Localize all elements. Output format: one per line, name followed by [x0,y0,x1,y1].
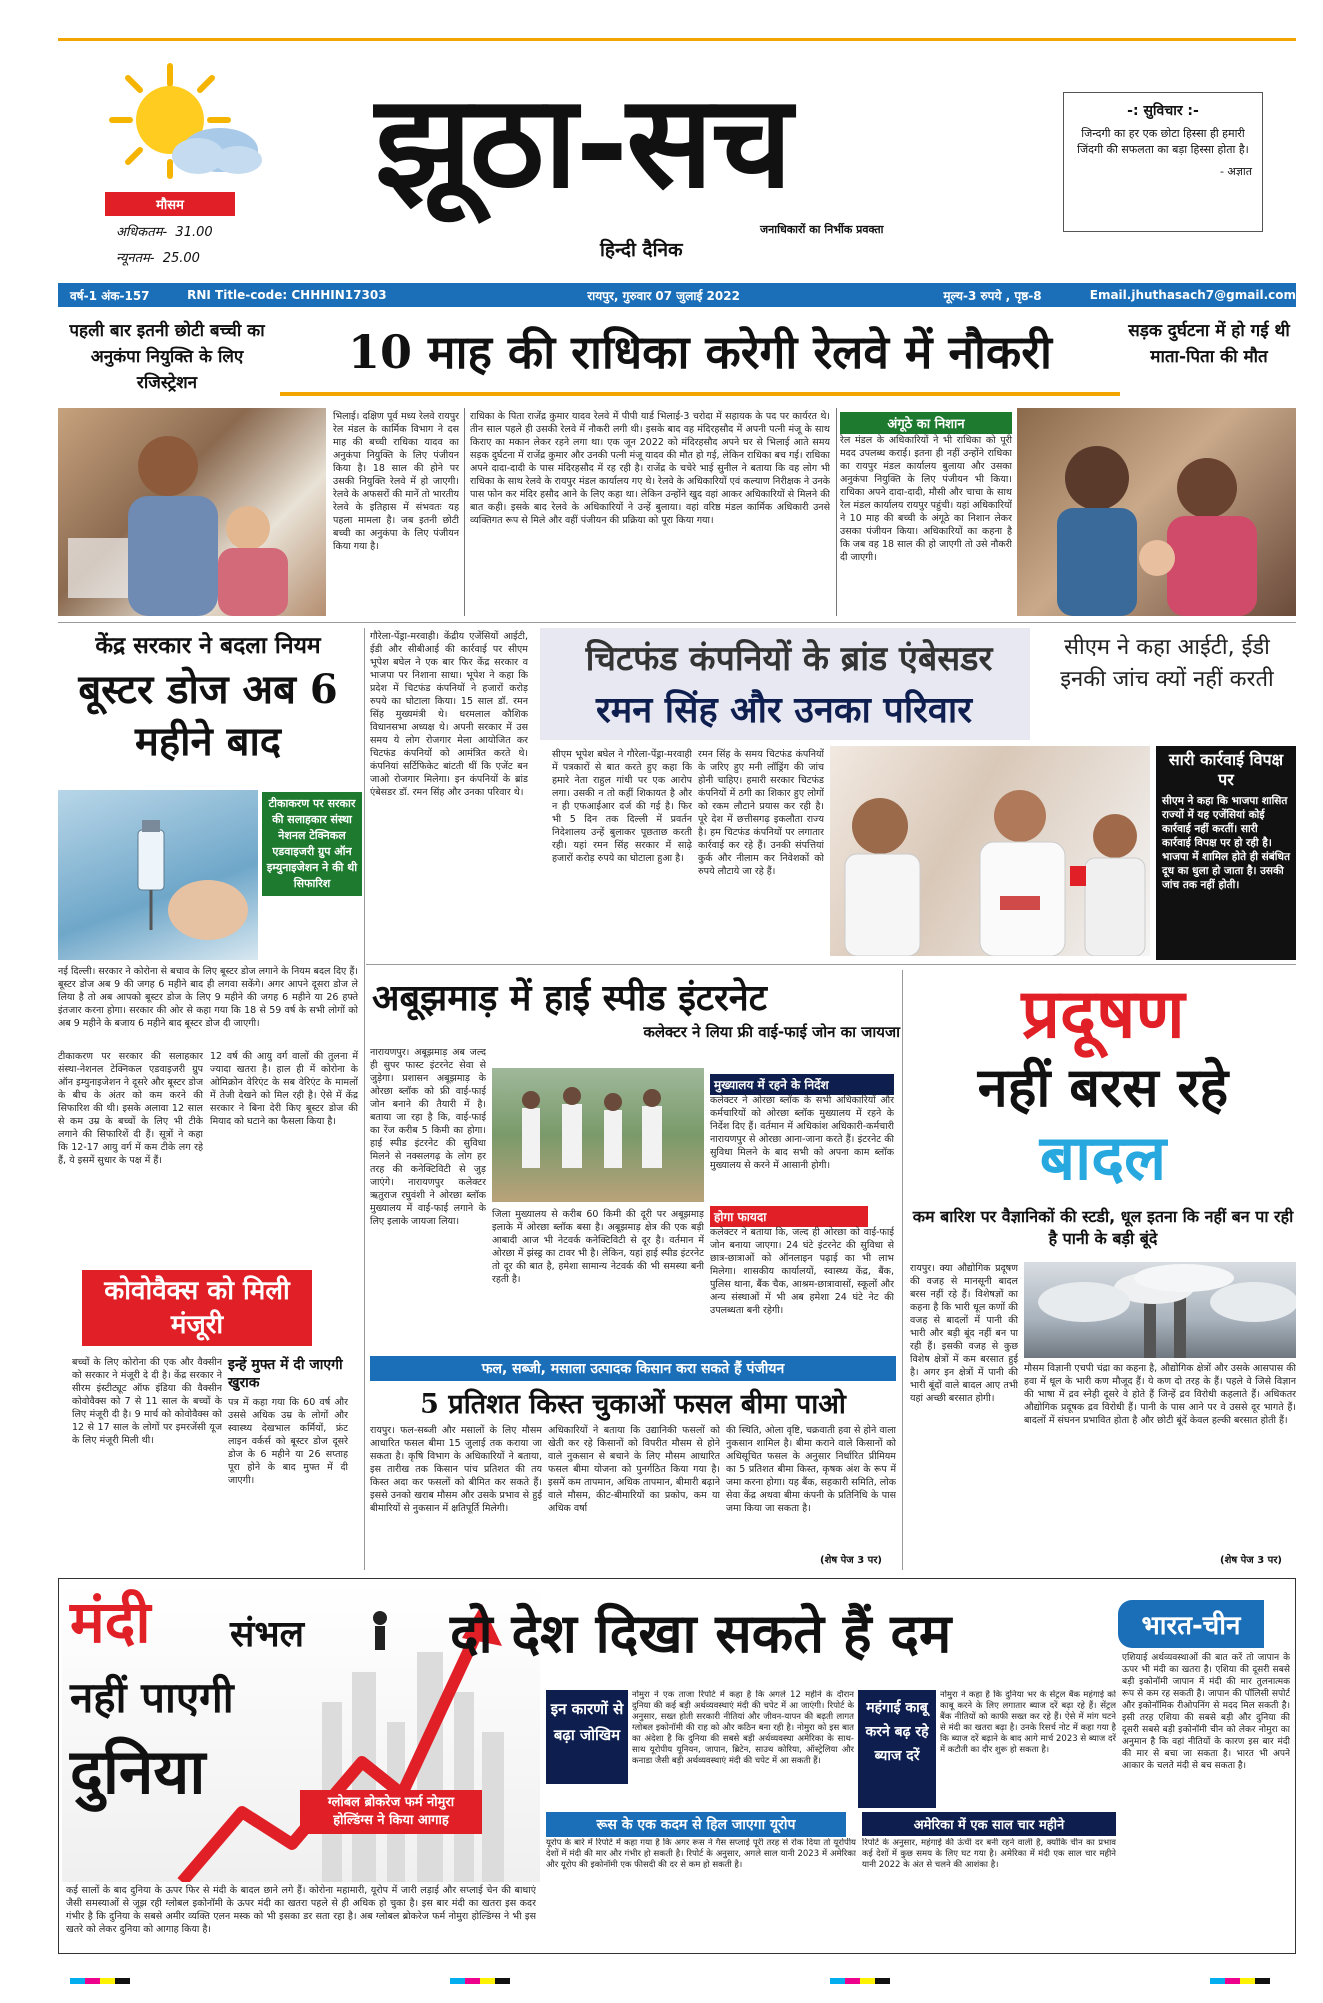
recession-text: कई सालों के बाद दुनिया के ऊपर फिर से मंदी के बादल छाने लगे हैं। कोरोना महामारी, यूरोप में जारी लड़ाई और सप्लाई चेन की बाधाएं जैसी समस्याओं से जूझ रही ग्लोबल इकोनॉमी के ऊपर मंदी का खतरा पहले से ही अधिक हो चुका है। इस बार मंदी का खतरा इस कदर गंभीर है कि दुनिया के सबसे अमीर व्यक्ति एलन मस्क को भी इसका डर सता रहा है। अब ग्लोबल ब्रोकरेज फर्म नोमुरा होल्डिंग्स ने भी इस खतरे को लेकर दुनिया को आगाह किया है। [66,1885,536,1935]
crop-continued: (शेष पेज 3 पर) [820,1555,882,1566]
rni-code: RNI Title-code: CHHHIN17303 [187,288,387,302]
chitfund-callout [1156,746,1296,960]
lead-photo-right [1017,408,1296,616]
lead-headline: 10 माह की राधिका करेगी रेलवे में नौकरी [348,325,1052,379]
pollution-headline2: नहीं बरस रहे [977,1055,1229,1119]
chitfund-headline2: रमन सिंह और उनका परिवार [596,689,972,731]
email: Email.jhuthasach7@gmail.com [1089,288,1296,302]
crop-banner: फल, सब्जी, मसाला उत्पादक किसान करा सकते हैं पंजीयन [370,1356,896,1381]
thought-author: - अज्ञात [1219,165,1252,178]
abujhmad-photo [492,1068,704,1202]
recession-headline3: नहीं पाएगी [70,1673,234,1722]
recession-headline-big: दो देश दिखा सकते हैं दम [450,1601,952,1665]
abujhmad-box2-text: कलेक्टर ने बताया कि, जल्द ही ओरछा को वाई-फाई जोन बनाया जाएगा। 24 घंटे इंटरनेट की सुविधा से छात्र-छात्राओं को ऑनलाइन पढ़ाई का भी लाभ मिलेगा। शासकीय कार्यालयों, स्वास्थ्य केंद्र, बैंक, पुलिस थाना, बैंक चैक, आश्रम-छात्रावासों, स्कूलों और अन्य संस्थाओं में भी अब हमेशा 24 घंटे नेट की उपलब्धता बनी रहेगी। [710,1227,894,1316]
booster-callout: टीकाकरण पर सरकार की सलाहकार संस्था नेशनल टेक्निकल एडवाइजरी ग्रुप ऑन इम्युनाइजेशन ने की थी सिफारिश [262,792,362,896]
recession-graphic-label: ग्लोबल ब्रोकरेज फर्म नोमुरा होल्डिंग्स ने किया आगाह [300,1790,482,1834]
lead-col1: भिलाई। दक्षिण पूर्व मध्य रेलवे रायपुर रेल मंडल के कार्मिक विभाग ने दस माह की बच्ची राधिका यादव का अनुकंपा नियुक्ति के लिए पंजीयन किया है। 18 साल की होने पर उसकी नियुक्ति रेलवे में हो जाएगी। रेलवे के अफसरों की मानें तो भारतीय रेलवे के इतिहास में संभवतः यह पहला मामला है। जब इतनी छोटी बच्ची का अनुकंपा के लिए पंजीयन किया गया है। [333,411,459,552]
weather-min: न्यूनतम- 25.00 [116,251,200,266]
info-bar [58,283,1296,307]
chitfund-col2: सीएम भूपेश बघेल ने गौरेला-पेंड्रा-मरवाही में पत्रकारों से बात करते हुए कहा कि हमारे नेता राहुल गांधी पर एक आरोप लगा। उसकी न तो कहीं शिकायत है और न ही एफआईआर दर्ज की गई है। फिर भी 5 दिन तक दिल्ली में प्रवर्तन निदेशालय उन्हें बुलाकर पूछताछ करती रही। यहां रमन सिंह सरकार में साढ़े हजारों करोड़ रुपये का घोटाला हुआ है। [552,749,692,864]
price: मूल्य-3 रुपये , पृष्ठ-8 [943,288,1042,303]
lead-headline-underline [280,392,1120,396]
inflation-box: महंगाई काबू करने बढ़ रहे ब्याज दरें [858,1690,936,1808]
abujhmad-box1-text: कलेक्टर ने ओरछा ब्लॉक के सभी अधिकारियों और कर्मचारियों को ओरछा ब्लॉक मुख्यालय में रहने के निर्देश दिए हैं। वर्तमान में अधिकांश अधिकारी-कर्मचारी नारायणपुर से ओरछा आना-जाना करते हैं। इंटरनेट की सुविधा मिलने के बाद सभी को अपना काम ब्लॉक मुख्यालय से करने में आसानी होगी। [710,1095,894,1171]
issue-date: रायपुर, गुरुवार 07 जुलाई 2022 [587,288,740,303]
recession-headline1: मंदी [70,1588,151,1656]
abujhmad-box2-title: होगा फायदा [710,1206,868,1227]
lead-kicker-right: सड़क दुर्घटना में हो गई थी माता-पिता की मौत [1128,321,1290,367]
booster-text3: 12 वर्ष की आयु वर्ग वालों की तुलना में ज्यादा खतरा है। हाल ही में कोरोना के ओमिक्रोन वेरिएंट के सब वेरिएंट के मामलों में तेजी देखने को मिल रही है। ऐसे में केंद्र सरकार ने बिना देरी किए बूस्टर डोज की मियाद को घटाने का फैसला किया है। [210,1051,358,1127]
chitfund-photo [830,746,1150,956]
covovax-text1: बच्चों के लिए कोरोना की एक और वैक्सीन को सरकार ने मंजूरी दे दी है। केंद्र सरकार ने सीरम इंस्टीट्यूट ऑफ इंडिया की वैक्सीन कोवोवैक्स को 7 से 11 साल के बच्चों के लिए मंजूरी दी है। 9 मार्च को कोवोवैक्स को 12 से 17 साल के लोगों पर इमरजेंसी यूज के लिए मंजूरी मिली थी। [72,1357,222,1446]
thought-box [1063,92,1263,232]
recession-tag: भारत-चीन [1118,1600,1264,1648]
booster-text2: टीकाकरण पर सरकार की सलाहकार संस्था-नेशनल टेक्निकल एडवाइजरी ग्रुप ऑन इम्युनाइजेशन ने दूसरे और बूस्टर डोज के बीच के अंतर को कम करने की सिफारिश की थी। इसके अलावा 12 साल से कम उम्र के बच्चों के लिए भी टीके लगाने की सिफारिशें दी हैं। सूत्रों ने कहा कि 12-17 आयु वर्ग में कम टीके लग रहे हैं, ये इसमें सुधार के पक्ष में हैं। [58,1051,203,1166]
weather-label: मौसम [105,192,235,216]
masthead-subtitle: हिन्दी दैनिक [600,239,683,261]
print-color-bar [70,1978,1270,1988]
pollution-headline1: प्रदूषण [1021,974,1185,1054]
covovax-subhead: इन्हें मुफ्त में दी जाएगी खुराक [228,1357,343,1391]
lead-col2: राधिका के पिता राजेंद्र कुमार यादव रेलवे में पीपी यार्ड भिलाई-3 चरोदा में सहायक के पद पर कार्यरत थे। तीन साल पहले ही उसकी रेलवे में नौकरी लगी थी। इसके बाद वह मंदिरहसौद में अपनी पत्नी मंजू के साथ किराए का मकान लेकर रहने लगा था। एक जून 2022 को मंदिरहसौद अपने घर से भिलाई आते समय सड़क दुर्घटना में राजेंद्र कुमार और उनकी पत्नी मंजू यादव की मौत हो गई, लेकिन राधिका बच गई। राधिका अपने दादा-दादी के पास मंदिरहसौद में रह रही है। राजेंद्र के चचेरे भाई सुनील ने बताया कि वह लोग भी राधिका के साथ रेलवे के रायपुर मंडल कार्यालय गए थे। रेलवे के अधिकारियों एवं कल्याण निरीक्षक ने उनके पास फोन कर मंदिर हसौद आने के लिए कहा था। लेकिन उन्होंने खुद वहां आकर अधिकारियों से मिलने की बात कही। इसके बाद रेलवे के अधिकारियों ने उन्हें बुलाया। वहां वरिष्ठ मंडल कार्मिक अधिकारी उनसे व्यक्तिगत रूप से मिले और वहीं पंजीयन की प्रक्रिया को पूरा किया गया। [470,411,830,526]
chitfund-headline1: चिटफंड कंपनियों के ब्रांड एंबेसडर [585,639,993,679]
usa-text: रिपोर्ट के अनुसार, महंगाई की ऊंची दर बनी रहने वाली है, क्योंकि चीन का प्रभाव कई देशों में कुछ समय के लिए घट गया है। अमेरिका में मंदी एक साल चार महीने यानी 2022 के अंत से चलने की आशंका है। [862,1838,1116,1870]
crop-col3: की स्थिति, ओला वृष्टि, चक्रवाती हवा से होने वाला नुकसान शामिल है। बीमा कराने वाले किसानों को अधिसूचित फसल के अनुसार निर्धारित प्रीमियम का 5 प्रतिशत बीमा किस्त, कृषक अंश के रूप में जमा करना होगा। यह बैंक, सहकारी समिति, लोक सेवा केंद्र अथवा बीमा कंपनी के प्रतिनिधि के पास जमा किया जा सकता है। [726,1425,896,1514]
lead-photo-left [58,408,326,616]
chitfund-col1: गौरेला-पेंड्रा-मरवाही। केंद्रीय एजेंसियों आईटी, ईडी और सीबीआई की कार्रवाई पर सीएम भूपेश बघेल ने एक बार फिर केंद्र सरकार व भाजपा पर निशाना साधा। भूपेश ने कहा कि प्रदेश में चिटफंड कंपनियों ने हजारों करोड़ रुपये का घोटाला किया। 15 साल डॉ. रमन सिंह मुख्यमंत्री थे। धरमलाल कौशिक विधानसभा अध्यक्ष थे। अपनी सरकार में उस समय ये लोग रोजगार मेला आयोजित कर चिटफंड कंपनियों को आमंत्रित करते थे। कंपनियां सर्टिफिकेट बांटती थीं कि एजेंट बन जाओ रोजगार मिलेगा। इन कंपनियों के ब्रांड एंबेसडर डॉ. रमन सिंह और उनका परिवार थे। [370,631,528,798]
recession-col1: नोमुरा ने एक ताजा रिपोर्ट में कहा है कि अगले 12 महीने के दौरान दुनिया की कई बड़ी अर्थव्यवस्थाएं मंदी की चपेट में आ जाएंगी। रिपोर्ट के अनुसार, सख्त होती सरकारी नीतियां और जीवन-यापन की बढ़ती लागत ग्लोबल इकोनॉमी की राह को और कठिन बना रही है। नोमुरा को इस बात का अंदेशा है कि दुनिया की सबसे बड़ी अर्थव्यवस्था अमेरिका के साथ-साथ यूरोपीय यूनियन, जापान, ब्रिटेन, साउथ कोरिया, ऑस्ट्रेलिया और कनाडा जैसी बड़ी अर्थव्यवस्थाएं मंदी की चपेट में आ सकती हैं। [632,1690,854,1766]
abujhmad-col1: नारायणपुर। अबूझमाड़ अब जल्द ही सुपर फास्ट इंटरनेट सेवा से जुड़ेगा। प्रशासन अबूझमाड़ के ओरछा ब्लॉक को फ्री वाई-फाई जोन बनाने की तैयारी में है। बताया जा रहा है कि, वाई-फाई का रेंज करीब 5 किमी का होगा। हाई स्पीड इंटरनेट की सुविधा मिलने से नक्सलगढ़ के लोग हर तरह की कनेक्टिविटी से जुड़ जाएंगे। नारायणपुर कलेक्टर ऋतुराज रघुवंशी ने ओरछा ब्लॉक मुख्यालय में वाई-फाई लगाने के लिए इलाके जायजा लिया। [370,1047,486,1227]
crop-col1: रायपुर। फल-सब्जी और मसालों के लिए मौसम आधारित फसल बीमा 15 जुलाई तक कराया जा सकता है। कृषि विभाग के अधिकारियों ने बताया, इस तारीख तक किसान पांच प्रतिशत की तय किस्त अदा कर फसलों को बीमित कर सकते हैं। इससे उनको खराब मौसम और उसके प्रभाव से हुई बीमारियों से नुकसान में क्षतिपूर्ति मिलेगी। [370,1425,542,1514]
recession-headline2: संभल [230,1613,305,1655]
covovax-text2: पत्र में कहा गया कि 60 वर्ष और उससे अधिक उम्र के लोगों और स्वास्थ्य देखभाल कर्मियों, फ्रंट लाइन वर्कर्स को बूस्टर डोज दूसरे डोज के 6 महीने या 26 सप्ताह पूरा होने के बाद मुफ्त में दी जाएगी। [228,1397,348,1486]
recession-col3: एशियाई अर्थव्यवस्थाओं की बात करें तो जापान के ऊपर भी मंदी का खतरा है। एशिया की दूसरी सबसे बड़ी इकोनॉमी जापान में मंदी की मार तुलनात्मक रूप से कम रह सकती है। जापान की पॉलिसी सपोर्ट और इकोनॉमिक रीओपनिंग से मदद मिल सकती है। इसी तरह एशिया की सबसे बड़ी और दुनिया की दूसरी सबसे बड़ी इकोनॉमी चीन को लेकर नोमुरा का अनुमान है कि वहां नीतियों के कारण इस बार मंदी की मार से बचा जा सकता है। भारत भी अपने आकार के चलते मंदी से बच सकता है। [1122,1653,1290,1771]
thought-text: जिन्दगी का हर एक छोटा हिस्सा ही हमारी जिंदगी की सफलता का बड़ा हिस्सा होता है। [1077,127,1249,156]
pollution-photo [1024,1262,1296,1358]
thought-title: -: सुविचार :- [1127,103,1199,119]
pollution-subhead: कम बारिश पर वैज्ञानिकों की स्टडी, धूल इतना कि नहीं बन पा रही है पानी के बड़ी बूंदे [912,1207,1294,1248]
weather-box [100,58,270,273]
crop-headline: 5 प्रतिशत किस्त चुकाओं फसल बीमा पाओ [420,1389,846,1420]
covovax-headline: कोवोवैक्स को मिली मंजूरी [82,1270,312,1346]
chitfund-callout-text: सीएम ने कहा कि भाजपा शासित राज्यों में यह एजेंसियां कोई कार्रवाई नहीं करतीं। सारी कार्रवाई विपक्ष पर हो रही है। भाजपा में शामिल होते ही संबंधित दूध का धुला हो जाता है। उसकी जांच तक नहीं होती। [1162,795,1290,891]
reason-box: इन कारणों से बढ़ा जोखिम [546,1690,628,1784]
europe-text: यूरोप के बारे में रिपोर्ट में कहा गया है कि अगर रूस ने गैस सप्लाई पूरी तरह से रोक दिया तो यूरोपीय देशों में मंदी की मार और गंभीर हो सकती है। रिपोर्ट के अनुसार, अगले साल यानी 2023 में अमेरिका और यूरोप की इकोनॉमी एक फीसदी की दर से कम हो सकती है। [546,1838,856,1870]
weather-max: अधिकतम- 31.00 [116,225,213,240]
abujhmad-box1-title: मुख्यालय में रहने के निर्देश [710,1074,894,1095]
pollution-headline3: बादल [1039,1121,1167,1194]
abujhmad-headline: अबूझमाड़ में हाई स्पीड इंटरनेट [372,977,767,1019]
issue-number: वर्ष-1 अंक-157 [70,288,150,303]
chitfund-callout-title: सारी कार्रवाई विपक्ष पर [1168,750,1284,789]
masthead-tagline: जनाधिकारों का निर्भीक प्रवक्ता [760,223,884,236]
sun-cloud-icon [100,58,270,188]
lead-col3: रेल मंडल के अधिकारियों ने भी राधिका को पूरी मदद उपलब्ध कराई। इतना ही नहीं उन्होंने राधिका का रायपुर मंडल कार्यालय बुलाया और उसका अनुकंपा नियुक्ति के लिए पंजीयन भी किया। राधिका अपने दादा-दादी, मौसी और चाचा के साथ रेल मंडल कार्यालय रायपुर पहुंची। यहां अधिकारियों ने 10 माह की बच्ची के अंगूठे का निशान लेकर उसका पंजीयन किया। अधिकारियों का कहना है कि जब वह 18 साल की हो जाएगी तो उसे नौकरी दी जाएगी। [840,435,1012,563]
masthead-title [375,62,935,232]
abujhmad-subhead: कलेक्टर ने लिया फ्री वाई-फाई जोन का जायजा [643,1023,900,1041]
pollution-col1: रायपुर। क्या औद्योगिक प्रदूषण की वजह से मानसूनी बादल बरस नहीं रहे हैं। विशेषज्ञों का कहना है कि भारी धूल कणों की वजह से बादलों में पानी की भारी और बड़ी बूंद नहीं बन पा रही हैं। इसकी वजह से कुछ विशेष क्षेत्रों में कम बरसात हुई है। अगर इन क्षेत्रों में पानी की भारी बूंदों वाले बादल आए तभी यहां अच्छी बरसात होगी। [910,1263,1018,1404]
booster-photo [58,790,258,960]
crop-col2: अधिकारियों ने बताया कि उद्यानिकी फसलों को खेती कर रहे किसानों को विपरीत मौसम से होने वाले नुकसान से बचाने के लिए मौसम आधारित फसल बीमा योजना को पुनर्गठित किया गया है। इसमें कम तापमान, अधिक तापमान, बीमारी बढ़ाने वाले मौसम, कीट-बीमारियों का प्रकोप, कम या अधिक वर्षा [548,1425,720,1514]
europe-banner: रूस के एक कदम से हिल जाएगा यूरोप [546,1812,846,1837]
booster-headline: बूस्टर डोज अब 6 महीने बाद [78,666,338,765]
masthead-title-text: झूठा-सच [375,67,791,217]
lead-kicker-left: पहली बार इतनी छोटी बच्ची का अनुकंपा नियुक्ति के लिए रजिस्ट्रेशन [69,321,265,393]
chitfund-col3: रमन सिंह के समय चिटफंड कंपनियों के जरिए हुए मनी लॉड्रिंग की जांच होनी चाहिए। हमारी सरकार चिटफंड कंपनियों में ठगी का शिकार हुए लोगों को रकम लौटाने प्रयास कर रही है। पूरे देश में छत्तीसगढ़ इकलौता राज्य है। हम चिटफंड कंपनियों पर लगातार कार्रवाई कर रहे हैं। उनकी संपत्तियां कुर्क और नीलाम कर निवेशकों को रुपये लौटाये जा रहे हैं। [698,749,824,877]
top-rule [58,38,1296,41]
booster-text1: नई दिल्ली। सरकार ने कोरोना से बचाव के लिए बूस्टर डोज लगाने के नियम बदल दिए हैं। बूस्टर डोज अब 9 की जगह 6 महीने बाद ही लगवा सकेंगे। अगर आपने दूसरा डोज ले लिया है तो अब आपको बूस्टर डोज के लिए 9 महीने की जगह 6 महीने या 26 हफ्ते इंतजार करना होगा। सरकार की ओर से कहा गया कि 18 से 59 वर्ष के सभी लोगों को अब 9 महीने के बजाय 6 महीने बाद बूस्टर डोज दी जाएगी। [58,966,358,1029]
usa-banner: अमेरिका में एक साल चार महीने [862,1812,1116,1836]
chitfund-side-head: सीएम ने कहा आईटी, ईडी इनकी जांच क्यों नहीं करती [1060,635,1274,692]
recession-headline4: दुनिया [70,1735,206,1808]
abujhmad-col2: जिला मुख्यालय से करीब 60 किमी की दूरी पर अबूझमाड़ इलाके में ओरछा ब्लॉक बसा है। अबूझमाड़ क्षेत्र की एक बड़ी आबादी आज भी नेटवर्क कनेक्टिविटी से दूर है। वर्तमान में ओरछा में झंस्ड्र का टावर भी है। लेकिन, यहां हाई स्पीड इंटरनेट तो दूर की बात है, हमेशा सामान्य नेटवर्क की भी समस्या बनी रहती है। [492,1209,704,1285]
booster-kicker: केंद्र सरकार ने बदला नियम [95,633,321,659]
recession-col2: नोमुरा ने कहा है कि दुनिया भर के सेंट्रल बैंक महंगाई को काबू करने के लिए लगातार ब्याज दरें बढ़ा रहे हैं। सेंट्रल बैंक नीतियों को काफी सख्त कर रहे हैं। ऐसे में मांग घटने से मंदी का खतरा बढ़ा है। उनके रिसर्च नोट में कहा गया है कि ब्याज दरें बढ़ाने के बाद आगे मार्च 2023 से ब्याज दरें में कटौती का दौर शुरू हो सकता है। [940,1690,1116,1755]
pollution-continued: (शेष पेज 3 पर) [1220,1555,1282,1566]
thumb-label: अंगूठे का निशान [840,412,1012,434]
pollution-col2: मौसम विज्ञानी एचपी चंद्रा का कहना है, औद्योगिक क्षेत्रों और उसके आसपास की हवा में धूल के भारी कण मौजूद हैं। ये कण दो तरह के हैं। पहले वे जिसे विज्ञान की भाषा में द्रव स्नेही दूसरे वे होते हैं जिन्हें द्रव विरोधी कहलाते हैं। अधिकतर औद्योगिक प्रदूषक द्रव विरोधी हैं। पानी के पास आने पर वे उससे दूर भागते हैं। बादलों में संघनन प्रभावित होता है और छोटी बूंदें केवल हल्की बरसात होती हैं। [1024,1363,1296,1426]
